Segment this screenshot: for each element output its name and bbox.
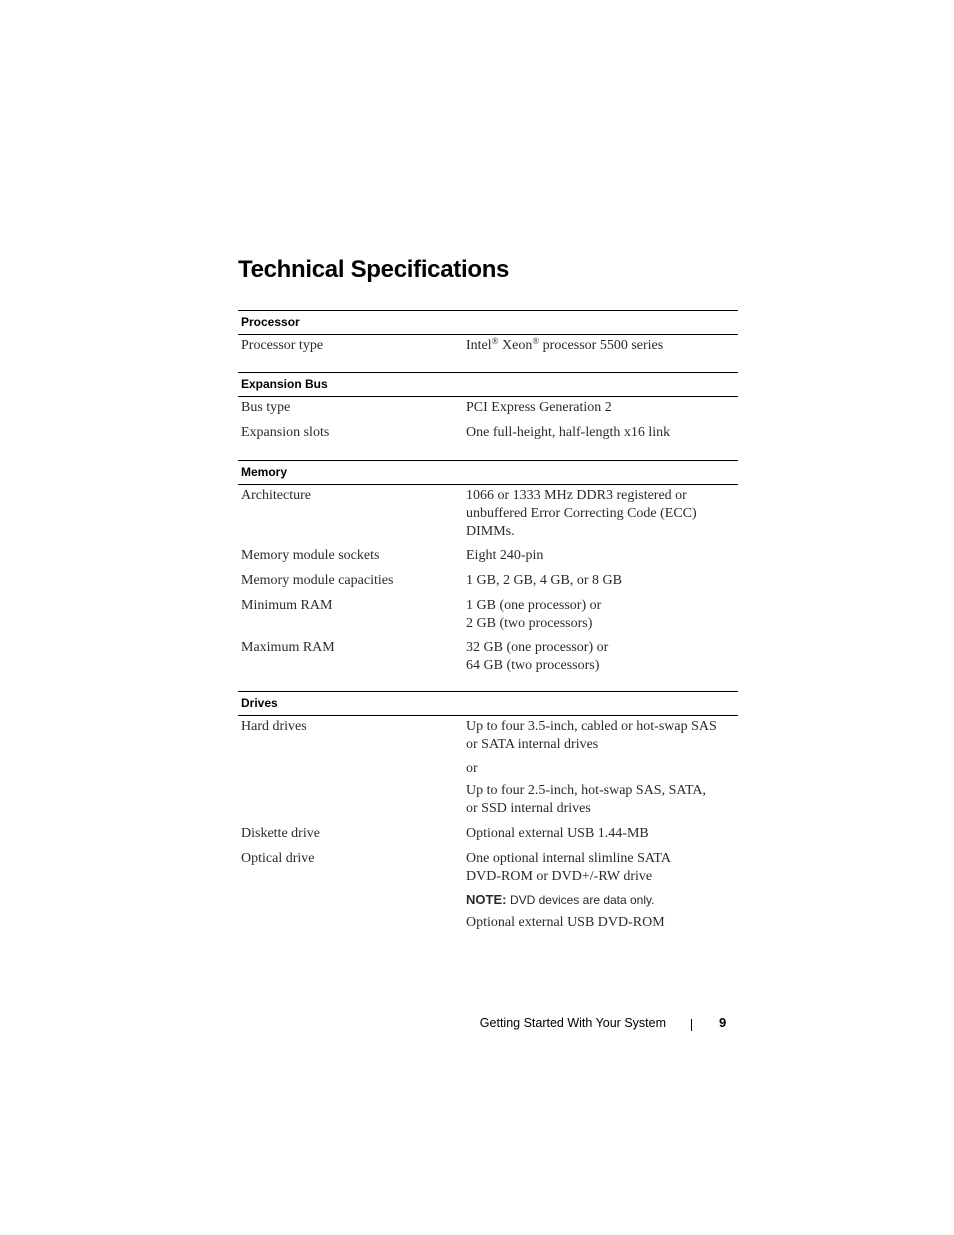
spec-value: One full-height, half-length x16 link [466,425,671,440]
spec-value: 1 GB (one processor) or 2 GB (two processors) [466,598,602,631]
section-drives [238,691,738,932]
section-memory [238,460,738,691]
spec-value: Optional external USB 1.44-MB [466,826,649,841]
section-expansion-bus [238,372,738,460]
spec-table [238,310,738,932]
spec-label: Memory module capacities [241,573,394,588]
spec-row-minimum-ram [238,597,738,633]
spec-label: Architecture [241,488,311,503]
note [466,891,738,910]
spec-row-expansion-slots [238,424,738,442]
spec-row-memory-sockets [238,547,738,565]
page-title: Technical Specifications [238,256,510,283]
section-heading-expansion-bus: Expansion Bus [238,372,738,397]
page-number: 9 [719,1015,727,1030]
note-text: DVD devices are data only. [509,893,655,907]
spec-value: 32 GB (one processor) or 64 GB (two processors) [466,640,609,673]
spec-value: Intel® Xeon® processor 5500 series [466,336,664,353]
spec-value: 1 GB, 2 GB, 4 GB, or 8 GB [466,573,622,588]
spec-value: Eight 240-pin [466,548,544,563]
spec-row-memory-capacities [238,572,738,590]
spec-row-optical-drive [238,850,738,932]
section-heading-drives: Drives [238,691,738,716]
spec-row-diskette-drive [238,825,738,843]
spec-label: Bus type [241,400,291,415]
spec-label: Expansion slots [241,425,330,440]
spec-row-architecture [238,486,738,541]
spec-row-maximum-ram [238,639,738,675]
spec-label: Diskette drive [241,826,320,841]
spec-label: Processor type [241,338,324,353]
spec-value: PCI Express Generation 2 [466,400,612,415]
footer-title: Getting Started With Your System [479,1016,666,1030]
spec-row-hard-drives [238,717,738,818]
spec-row-bus-type [238,398,738,417]
page-footer [0,1014,954,1034]
spec-label: Memory module sockets [241,548,380,563]
footer-separator [691,1019,692,1031]
spec-value: One optional internal slimline SATA DVD-ROM or DVD+/-RW drive NOTE: DVD devices are data only. Optional external USB DVD-ROM [466,850,738,932]
spec-label: Maximum RAM [241,640,335,655]
note-label: NOTE: [466,892,507,907]
spec-label: Optical drive [241,851,315,866]
spec-label: Minimum RAM [241,598,333,613]
spec-label: Hard drives [241,719,307,734]
spec-row-processor-type [238,336,738,355]
section-processor [238,310,738,372]
spec-value: Up to four 3.5-inch, cabled or hot-swap SAS or SATA internal drives or Up to four 2.5-inch, hot-swap SAS, SATA, or SSD internal drives [466,719,717,816]
section-heading-memory: Memory [238,460,738,485]
section-heading-processor: Processor [238,310,738,335]
spec-value: 1066 or 1333 MHz DDR3 registered or unbuffered Error Correcting Code (ECC) DIMMs. [466,488,697,539]
